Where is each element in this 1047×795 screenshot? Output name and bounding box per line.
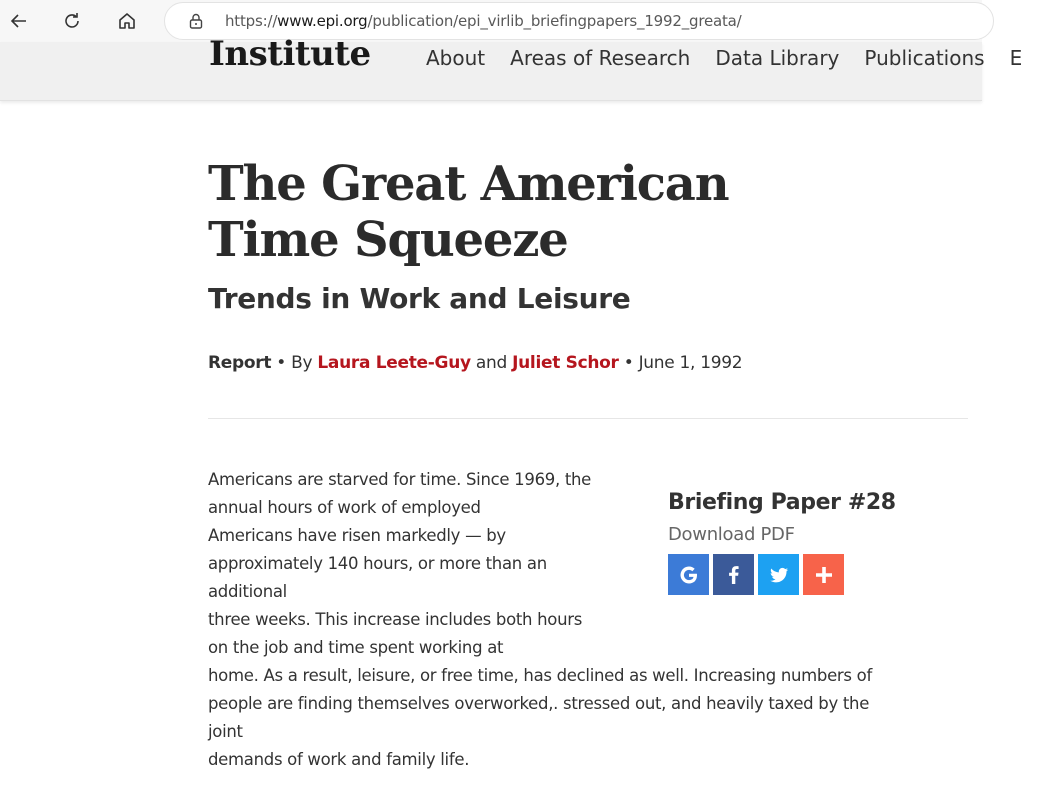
divider [208, 418, 968, 419]
site-logo[interactable]: Institute [209, 34, 371, 74]
browser-toolbar [0, 0, 982, 42]
briefing-paper-label: Briefing Paper #28 [668, 490, 896, 515]
reload-button[interactable] [58, 7, 86, 35]
nav-item-about[interactable]: About [426, 46, 486, 70]
author-link-laura-leete-guy[interactable]: Laura Leete-Guy [317, 353, 471, 373]
body-line: three weeks. This increase includes both hours [208, 610, 583, 629]
page-title: The Great American Time Squeeze [208, 156, 729, 268]
body-line: additional [208, 582, 287, 601]
google-icon [675, 561, 703, 589]
share-google-button[interactable] [668, 554, 709, 595]
report-type: Report [208, 353, 272, 373]
share-more-button[interactable] [803, 554, 844, 595]
share-twitter-button[interactable] [758, 554, 799, 595]
publication-sidebar [668, 490, 968, 595]
url-path: /publication/epi_virlib_briefingpapers_1992_greata/ [367, 12, 742, 30]
site-header [0, 34, 1023, 101]
home-icon [117, 11, 137, 31]
main-nav [426, 46, 1047, 70]
body-line: home. As a result, leisure, or free time, has declined as well. Increasing numbers of [208, 666, 872, 685]
body-line: annual hours of work of employed [208, 498, 481, 517]
back-arrow-icon [9, 11, 29, 31]
body-line: on the job and time spent working at [208, 638, 504, 657]
body-line: approximately 140 hours, or more than an [208, 554, 547, 573]
author-link-juliet-schor[interactable]: Juliet Schor [512, 353, 619, 373]
nav-item-more[interactable]: E [1009, 46, 1023, 70]
byline-separator: • By [271, 353, 318, 373]
publish-date: June 1, 1992 [638, 353, 743, 373]
body-line: demands of work and family life. [208, 750, 470, 769]
page-subtitle: Trends in Work and Leisure [208, 282, 631, 315]
body-line: Americans are starved for time. Since 1969, the [208, 470, 592, 489]
body-line: Americans have risen markedly — by [208, 526, 506, 545]
byline [208, 353, 742, 373]
twitter-icon [765, 561, 793, 589]
home-button[interactable] [113, 7, 141, 35]
download-pdf-link[interactable]: Download PDF [668, 524, 795, 545]
lock-icon [187, 12, 205, 30]
reload-icon [62, 11, 82, 31]
body-line: joint [208, 722, 243, 741]
facebook-icon [720, 561, 748, 589]
url-host: www.epi.org [277, 12, 368, 30]
byline-separator: • [618, 353, 639, 373]
plus-icon [810, 561, 838, 589]
nav-item-data-library[interactable]: Data Library [715, 46, 840, 70]
nav-item-areas-of-research[interactable]: Areas of Research [510, 46, 691, 70]
body-line: people are finding themselves overworked,. stressed out, and heavily taxed by the [208, 694, 870, 713]
nav-item-publications[interactable]: Publications [864, 46, 985, 70]
byline-and: and [470, 353, 513, 373]
share-facebook-button[interactable] [713, 554, 754, 595]
url-text[interactable] [225, 12, 742, 30]
back-button[interactable] [5, 7, 33, 35]
share-buttons [668, 554, 968, 595]
url-prefix: https:// [225, 12, 278, 30]
